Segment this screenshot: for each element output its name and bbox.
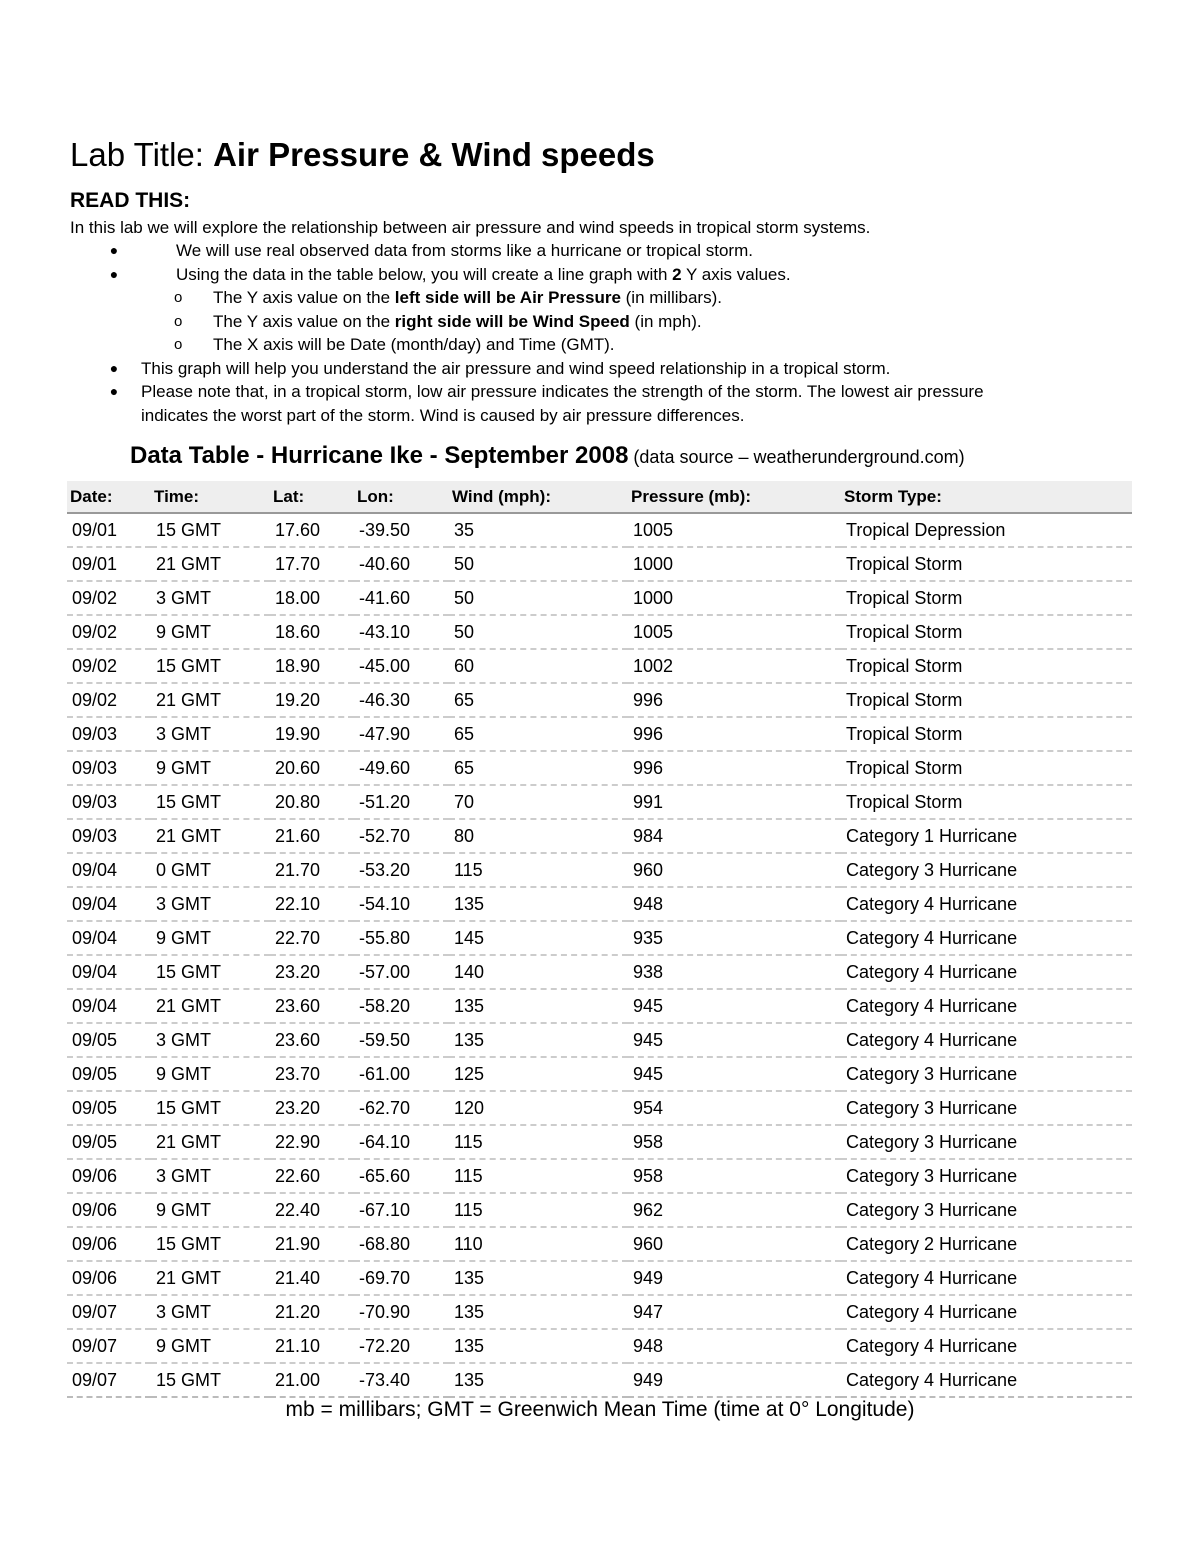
table-cell: 948 bbox=[628, 1329, 841, 1363]
sub-bullet-text-part: The X axis will be Date (month/day) and Time (GMT). bbox=[213, 335, 615, 354]
table-cell: 21 GMT bbox=[151, 1261, 270, 1295]
table-cell: 9 GMT bbox=[151, 1193, 270, 1227]
table-cell: 120 bbox=[449, 1091, 628, 1125]
title-prefix: Lab Title: bbox=[70, 136, 214, 173]
bullet-dot-icon: ● bbox=[109, 360, 119, 376]
table-cell: 50 bbox=[449, 547, 628, 581]
table-cell: 991 bbox=[628, 785, 841, 819]
table-cell: 09/01 bbox=[67, 547, 151, 581]
table-cell: 09/01 bbox=[67, 513, 151, 547]
table-cell: 70 bbox=[449, 785, 628, 819]
table-cell: -52.70 bbox=[354, 819, 449, 853]
table-cell: 9 GMT bbox=[151, 751, 270, 785]
column-header: Time: bbox=[151, 481, 270, 513]
table-cell: 09/02 bbox=[67, 615, 151, 649]
table-cell: 9 GMT bbox=[151, 1329, 270, 1363]
bullet-text-line1: Please note that, in a tropical storm, low air pressure indicates the strength of the storm. The lowest air pressure bbox=[141, 382, 984, 401]
table-cell: Category 4 Hurricane bbox=[841, 989, 1132, 1023]
table-cell: 09/05 bbox=[67, 1091, 151, 1125]
table-cell: -64.10 bbox=[354, 1125, 449, 1159]
table-cell: 3 GMT bbox=[151, 581, 270, 615]
table-cell: -67.10 bbox=[354, 1193, 449, 1227]
table-cell: 110 bbox=[449, 1227, 628, 1261]
table-row bbox=[67, 683, 1132, 717]
table-row bbox=[67, 819, 1132, 853]
sub-bullet-marker-icon: o bbox=[174, 336, 183, 353]
table-cell: Tropical Storm bbox=[841, 615, 1132, 649]
table-cell: 125 bbox=[449, 1057, 628, 1091]
table-cell: 50 bbox=[449, 581, 628, 615]
table-cell: 21.70 bbox=[270, 853, 354, 887]
sub-bullet-text bbox=[213, 333, 615, 356]
table-cell: -40.60 bbox=[354, 547, 449, 581]
sub-bullet-text-bold: left side will be Air Pressure bbox=[394, 288, 621, 307]
table-row bbox=[67, 581, 1132, 615]
table-cell: 949 bbox=[628, 1363, 841, 1397]
table-row bbox=[67, 1261, 1132, 1295]
table-cell: Tropical Storm bbox=[841, 581, 1132, 615]
table-cell: -43.10 bbox=[354, 615, 449, 649]
table-heading bbox=[130, 440, 965, 473]
table-cell: 09/04 bbox=[67, 921, 151, 955]
table-cell: 996 bbox=[628, 751, 841, 785]
table-cell: 15 GMT bbox=[151, 1363, 270, 1397]
table-cell: -47.90 bbox=[354, 717, 449, 751]
table-cell: 21.40 bbox=[270, 1261, 354, 1295]
table-cell: Category 4 Hurricane bbox=[841, 1023, 1132, 1057]
table-cell: 09/02 bbox=[67, 649, 151, 683]
table-cell: -58.20 bbox=[354, 989, 449, 1023]
table-cell: -68.80 bbox=[354, 1227, 449, 1261]
table-cell: -70.90 bbox=[354, 1295, 449, 1329]
table-cell: -57.00 bbox=[354, 955, 449, 989]
table-cell: 21.20 bbox=[270, 1295, 354, 1329]
table-cell: 23.70 bbox=[270, 1057, 354, 1091]
table-cell: Category 3 Hurricane bbox=[841, 853, 1132, 887]
sub-bullet-text-part: The Y axis value on the bbox=[213, 288, 395, 307]
bullet-dot-icon: ● bbox=[109, 266, 119, 282]
table-cell: 135 bbox=[449, 1363, 628, 1397]
title-main: Air Pressure & Wind speeds bbox=[213, 136, 655, 173]
table-cell: 21 GMT bbox=[151, 547, 270, 581]
table-cell: 60 bbox=[449, 649, 628, 683]
table-row bbox=[67, 1363, 1132, 1397]
table-cell: 996 bbox=[628, 717, 841, 751]
column-header: Wind (mph): bbox=[449, 481, 628, 513]
table-cell: 19.90 bbox=[270, 717, 354, 751]
sub-bullet-marker-icon: o bbox=[174, 313, 183, 330]
table-cell: Tropical Storm bbox=[841, 683, 1132, 717]
table-row bbox=[67, 1227, 1132, 1261]
table-cell: 945 bbox=[628, 1057, 841, 1091]
table-cell: 21.10 bbox=[270, 1329, 354, 1363]
table-cell: -45.00 bbox=[354, 649, 449, 683]
table-cell: 50 bbox=[449, 615, 628, 649]
column-header: Lat: bbox=[270, 481, 354, 513]
table-cell: 21.90 bbox=[270, 1227, 354, 1261]
table-cell: 3 GMT bbox=[151, 1023, 270, 1057]
table-cell: 15 GMT bbox=[151, 513, 270, 547]
table-cell: 09/02 bbox=[67, 581, 151, 615]
table-row bbox=[67, 853, 1132, 887]
table-cell: 1000 bbox=[628, 547, 841, 581]
table-cell: -49.60 bbox=[354, 751, 449, 785]
read-this-heading: READ THIS: bbox=[70, 189, 191, 212]
table-row bbox=[67, 887, 1132, 921]
table-cell: 958 bbox=[628, 1159, 841, 1193]
bullet-dot-icon: ● bbox=[109, 242, 119, 258]
table-cell: 962 bbox=[628, 1193, 841, 1227]
table-cell: 09/03 bbox=[67, 785, 151, 819]
table-cell: 1005 bbox=[628, 615, 841, 649]
table-cell: 945 bbox=[628, 1023, 841, 1057]
table-cell: Category 1 Hurricane bbox=[841, 819, 1132, 853]
table-cell: Tropical Storm bbox=[841, 785, 1132, 819]
table-cell: -73.40 bbox=[354, 1363, 449, 1397]
table-cell: 15 GMT bbox=[151, 955, 270, 989]
table-cell: 18.90 bbox=[270, 649, 354, 683]
table-cell: 09/06 bbox=[67, 1193, 151, 1227]
table-cell: 1000 bbox=[628, 581, 841, 615]
table-cell: Category 4 Hurricane bbox=[841, 1329, 1132, 1363]
table-heading-main: Data Table - Hurricane Ike - September 2008 bbox=[130, 442, 629, 469]
table-cell: 960 bbox=[628, 853, 841, 887]
table-cell: 23.20 bbox=[270, 1091, 354, 1125]
table-cell: 984 bbox=[628, 819, 841, 853]
table-cell: 22.90 bbox=[270, 1125, 354, 1159]
bullet-text-part: Y axis values. bbox=[681, 265, 791, 284]
table-cell: 947 bbox=[628, 1295, 841, 1329]
table-cell: 135 bbox=[449, 1261, 628, 1295]
table-row bbox=[67, 989, 1132, 1023]
table-cell: 09/03 bbox=[67, 819, 151, 853]
table-cell: 22.10 bbox=[270, 887, 354, 921]
table-cell: -39.50 bbox=[354, 513, 449, 547]
table-cell: 996 bbox=[628, 683, 841, 717]
table-row bbox=[67, 1091, 1132, 1125]
table-cell: 21.00 bbox=[270, 1363, 354, 1397]
table-cell: 954 bbox=[628, 1091, 841, 1125]
column-header: Storm Type: bbox=[841, 481, 1132, 513]
sub-bullet-text-part: (in millibars). bbox=[620, 288, 722, 307]
table-cell: 9 GMT bbox=[151, 1057, 270, 1091]
table-cell: 09/05 bbox=[67, 1125, 151, 1159]
table-cell: 17.60 bbox=[270, 513, 354, 547]
table-cell: 115 bbox=[449, 1159, 628, 1193]
table-cell: 09/05 bbox=[67, 1023, 151, 1057]
table-cell: 145 bbox=[449, 921, 628, 955]
footnote: mb = millibars; GMT = Greenwich Mean Time (time at 0° Longitude) bbox=[285, 1398, 915, 1421]
table-cell: 949 bbox=[628, 1261, 841, 1295]
table-cell: 21 GMT bbox=[151, 683, 270, 717]
table-row bbox=[67, 649, 1132, 683]
table-cell: Tropical Storm bbox=[841, 547, 1132, 581]
table-cell: 09/07 bbox=[67, 1295, 151, 1329]
table-cell: -41.60 bbox=[354, 581, 449, 615]
table-cell: -51.20 bbox=[354, 785, 449, 819]
bullet-text bbox=[176, 263, 791, 286]
page-title bbox=[70, 133, 655, 177]
table-cell: -59.50 bbox=[354, 1023, 449, 1057]
table-cell: 21 GMT bbox=[151, 819, 270, 853]
table-cell: 22.70 bbox=[270, 921, 354, 955]
table-cell: 115 bbox=[449, 1193, 628, 1227]
table-cell: 20.60 bbox=[270, 751, 354, 785]
bullet-text-part: Using the data in the table below, you will create a line graph with bbox=[176, 265, 673, 284]
table-cell: Category 4 Hurricane bbox=[841, 887, 1132, 921]
table-cell: 960 bbox=[628, 1227, 841, 1261]
table-cell: -72.20 bbox=[354, 1329, 449, 1363]
table-cell: 15 GMT bbox=[151, 1091, 270, 1125]
table-cell: 09/02 bbox=[67, 683, 151, 717]
table-cell: 140 bbox=[449, 955, 628, 989]
bullet-text: This graph will help you understand the air pressure and wind speed relationship in a tropical storm. bbox=[141, 359, 891, 378]
table-cell: 09/07 bbox=[67, 1363, 151, 1397]
table-cell: 938 bbox=[628, 955, 841, 989]
table-row bbox=[67, 1159, 1132, 1193]
table-cell: 65 bbox=[449, 717, 628, 751]
table-cell: 35 bbox=[449, 513, 628, 547]
bullet-dot-icon: ● bbox=[109, 383, 119, 399]
table-cell: 3 GMT bbox=[151, 1295, 270, 1329]
column-header: Lon: bbox=[354, 481, 449, 513]
table-cell: 09/04 bbox=[67, 887, 151, 921]
table-cell: 135 bbox=[449, 887, 628, 921]
table-row bbox=[67, 1295, 1132, 1329]
table-cell: 1005 bbox=[628, 513, 841, 547]
table-cell: 0 GMT bbox=[151, 853, 270, 887]
table-cell: -55.80 bbox=[354, 921, 449, 955]
table-cell: 115 bbox=[449, 853, 628, 887]
table-row bbox=[67, 547, 1132, 581]
table-cell: 19.20 bbox=[270, 683, 354, 717]
table-cell: Category 2 Hurricane bbox=[841, 1227, 1132, 1261]
sub-bullet-text-part: (in mph). bbox=[629, 312, 702, 331]
table-body bbox=[67, 513, 1132, 1397]
column-header: Pressure (mb): bbox=[628, 481, 841, 513]
table-cell: 18.60 bbox=[270, 615, 354, 649]
column-header: Date: bbox=[67, 481, 151, 513]
table-cell: Category 3 Hurricane bbox=[841, 1125, 1132, 1159]
table-row bbox=[67, 1023, 1132, 1057]
table-cell: 3 GMT bbox=[151, 717, 270, 751]
table-cell: 1002 bbox=[628, 649, 841, 683]
bullet-text: We will use real observed data from storms like a hurricane or tropical storm. bbox=[176, 241, 753, 260]
table-cell: 09/03 bbox=[67, 751, 151, 785]
table-cell: 09/05 bbox=[67, 1057, 151, 1091]
table-cell: -65.60 bbox=[354, 1159, 449, 1193]
table-cell: 135 bbox=[449, 989, 628, 1023]
table-cell: -53.20 bbox=[354, 853, 449, 887]
table-cell: 23.60 bbox=[270, 1023, 354, 1057]
table-cell: 15 GMT bbox=[151, 649, 270, 683]
table-cell: 09/06 bbox=[67, 1159, 151, 1193]
table-row bbox=[67, 615, 1132, 649]
table-cell: Category 3 Hurricane bbox=[841, 1091, 1132, 1125]
table-cell: 21 GMT bbox=[151, 1125, 270, 1159]
table-row bbox=[67, 513, 1132, 547]
table-cell: Category 4 Hurricane bbox=[841, 1363, 1132, 1397]
table-cell: 15 GMT bbox=[151, 1227, 270, 1261]
table-heading-source: (data source – weatherunderground.com) bbox=[628, 447, 965, 467]
table-cell: 09/07 bbox=[67, 1329, 151, 1363]
sub-bullet-text-bold: right side will be Wind Speed bbox=[394, 312, 630, 331]
table-cell: 135 bbox=[449, 1329, 628, 1363]
table-row bbox=[67, 921, 1132, 955]
sub-bullet-text bbox=[213, 286, 722, 309]
table-cell: 21.60 bbox=[270, 819, 354, 853]
table-cell: 958 bbox=[628, 1125, 841, 1159]
table-cell: 09/06 bbox=[67, 1261, 151, 1295]
table-cell: Category 4 Hurricane bbox=[841, 1261, 1132, 1295]
table-cell: 945 bbox=[628, 989, 841, 1023]
table-cell: Category 3 Hurricane bbox=[841, 1057, 1132, 1091]
table-header-row bbox=[67, 481, 1132, 513]
table-cell: 18.00 bbox=[270, 581, 354, 615]
table-row bbox=[67, 1329, 1132, 1363]
table-row bbox=[67, 751, 1132, 785]
table-row bbox=[67, 717, 1132, 751]
table-cell: -69.70 bbox=[354, 1261, 449, 1295]
table-cell: 948 bbox=[628, 887, 841, 921]
table-cell: 23.60 bbox=[270, 989, 354, 1023]
table-cell: Category 3 Hurricane bbox=[841, 1193, 1132, 1227]
table-cell: 135 bbox=[449, 1023, 628, 1057]
table-cell: 22.60 bbox=[270, 1159, 354, 1193]
hurricane-data-table bbox=[67, 481, 1132, 1398]
sub-bullet-text bbox=[213, 310, 702, 333]
table-cell: -61.00 bbox=[354, 1057, 449, 1091]
table-cell: Category 3 Hurricane bbox=[841, 1159, 1132, 1193]
table-cell: 3 GMT bbox=[151, 1159, 270, 1193]
table-row bbox=[67, 955, 1132, 989]
table-row bbox=[67, 785, 1132, 819]
table-cell: 65 bbox=[449, 683, 628, 717]
table-cell: 09/06 bbox=[67, 1227, 151, 1261]
table-cell: 80 bbox=[449, 819, 628, 853]
table-cell: -46.30 bbox=[354, 683, 449, 717]
sub-bullet-marker-icon: o bbox=[174, 289, 183, 306]
table-cell: Category 4 Hurricane bbox=[841, 921, 1132, 955]
table-cell: Tropical Depression bbox=[841, 513, 1132, 547]
table-cell: 22.40 bbox=[270, 1193, 354, 1227]
table-cell: 9 GMT bbox=[151, 615, 270, 649]
table-cell: 935 bbox=[628, 921, 841, 955]
table-cell: 09/03 bbox=[67, 717, 151, 751]
table-cell: 9 GMT bbox=[151, 921, 270, 955]
bullet-text-line2: indicates the worst part of the storm. Wind is caused by air pressure differences. bbox=[141, 406, 745, 425]
table-cell: -62.70 bbox=[354, 1091, 449, 1125]
table-cell: Tropical Storm bbox=[841, 717, 1132, 751]
table-cell: 23.20 bbox=[270, 955, 354, 989]
table-cell: 09/04 bbox=[67, 853, 151, 887]
table-cell: 09/04 bbox=[67, 955, 151, 989]
table-cell: 3 GMT bbox=[151, 887, 270, 921]
table-row bbox=[67, 1125, 1132, 1159]
bullet-text-bold: 2 bbox=[672, 265, 682, 284]
table-cell: 135 bbox=[449, 1295, 628, 1329]
table-cell: 65 bbox=[449, 751, 628, 785]
table-cell: 09/04 bbox=[67, 989, 151, 1023]
table-cell: 15 GMT bbox=[151, 785, 270, 819]
table-cell: Tropical Storm bbox=[841, 649, 1132, 683]
table-row bbox=[67, 1193, 1132, 1227]
table-cell: 17.70 bbox=[270, 547, 354, 581]
table-cell: 21 GMT bbox=[151, 989, 270, 1023]
table-cell: Category 4 Hurricane bbox=[841, 955, 1132, 989]
table-cell: 20.80 bbox=[270, 785, 354, 819]
table-cell: Category 4 Hurricane bbox=[841, 1295, 1132, 1329]
table-row bbox=[67, 1057, 1132, 1091]
intro-text: In this lab we will explore the relationship between air pressure and wind speeds in tropical storm systems. bbox=[70, 218, 871, 237]
table-cell: -54.10 bbox=[354, 887, 449, 921]
table-cell: 115 bbox=[449, 1125, 628, 1159]
table-cell: Tropical Storm bbox=[841, 751, 1132, 785]
sub-bullet-text-part: The Y axis value on the bbox=[213, 312, 395, 331]
